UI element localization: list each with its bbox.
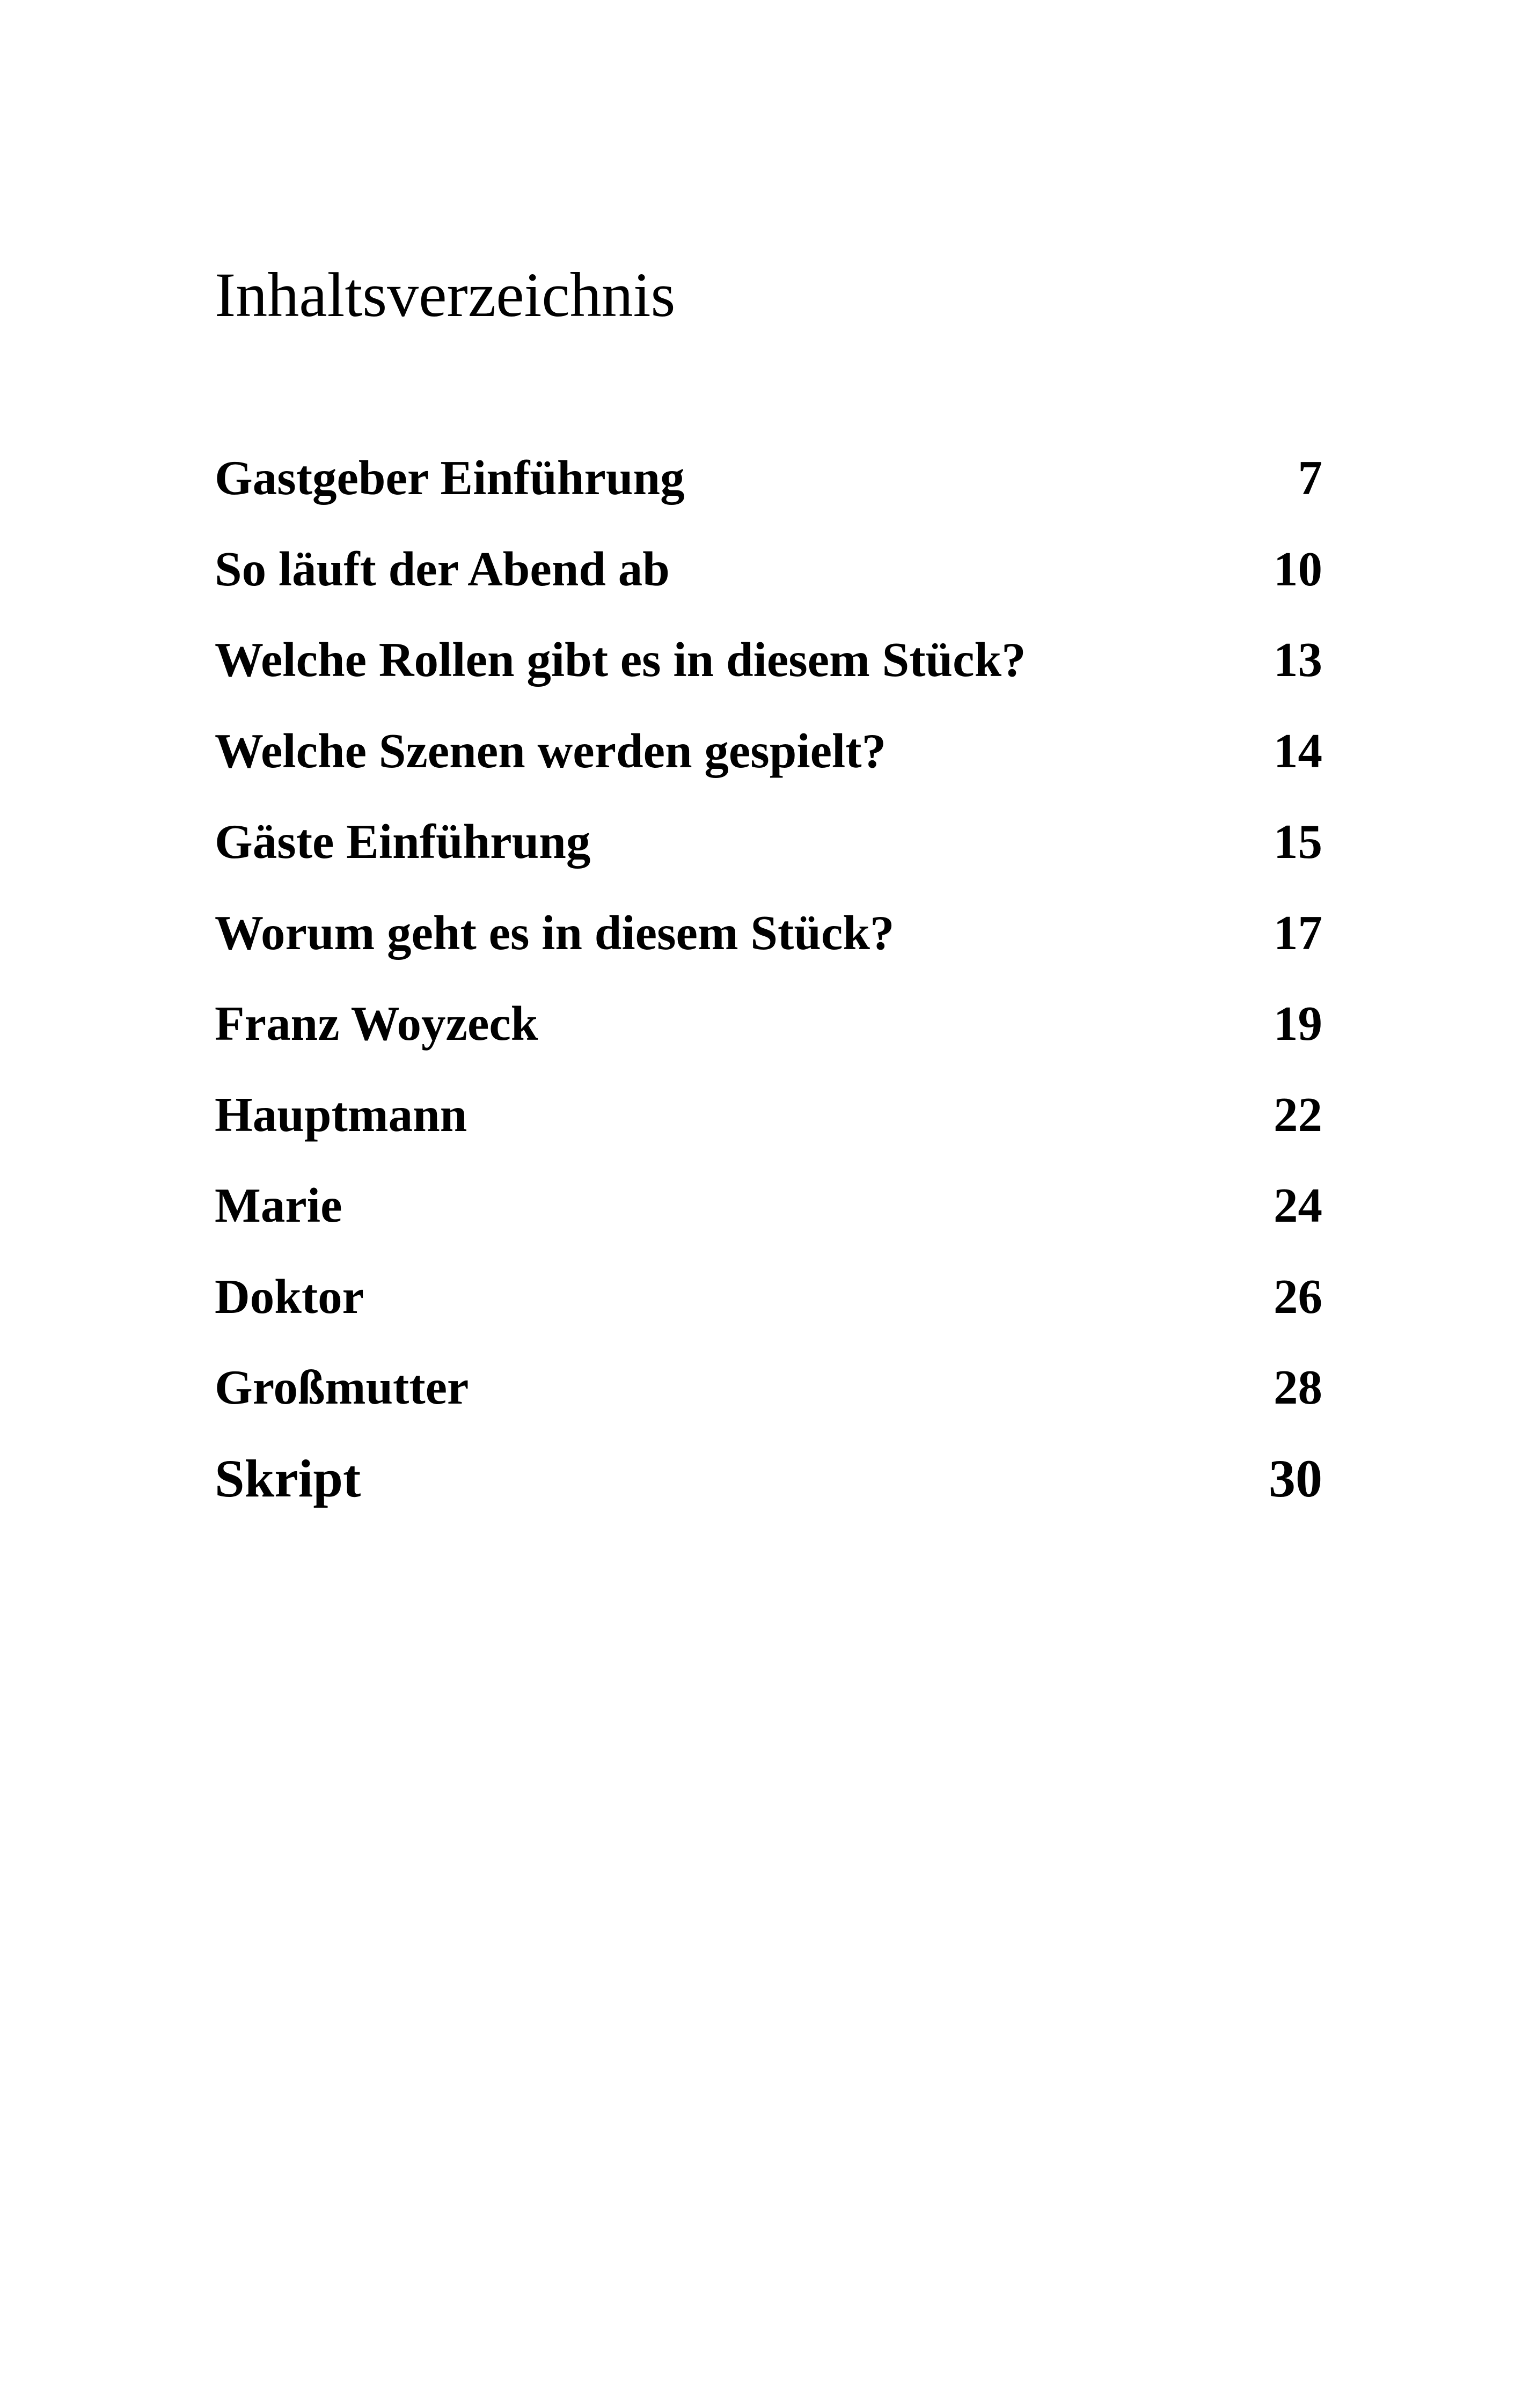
toc-entry-label: Gastgeber Einführung bbox=[215, 451, 685, 505]
toc-entry[interactable] bbox=[215, 706, 1322, 797]
toc-entry-page: 14 bbox=[1274, 723, 1322, 778]
toc-entry[interactable] bbox=[215, 614, 1322, 706]
toc-entry[interactable] bbox=[215, 1160, 1322, 1251]
toc-entry[interactable] bbox=[215, 1342, 1322, 1433]
toc-entry[interactable] bbox=[215, 978, 1322, 1069]
toc-entry[interactable] bbox=[215, 1251, 1322, 1342]
toc-entry-page: 10 bbox=[1274, 541, 1322, 596]
toc-entry-label: So läuft der Abend ab bbox=[215, 541, 670, 596]
toc-entry[interactable] bbox=[215, 887, 1322, 979]
table-of-contents bbox=[215, 432, 1322, 1524]
toc-entry-page: 26 bbox=[1274, 1269, 1322, 1324]
toc-entry-page: 30 bbox=[1269, 1448, 1322, 1508]
toc-entry-page: 19 bbox=[1274, 996, 1322, 1051]
toc-entry[interactable] bbox=[215, 796, 1322, 887]
toc-entry-page: 15 bbox=[1274, 814, 1322, 869]
toc-entry-page: 17 bbox=[1274, 905, 1322, 960]
toc-entry-label: Welche Szenen werden gespielt? bbox=[215, 723, 887, 778]
toc-entry-page: 24 bbox=[1274, 1178, 1322, 1232]
toc-entry[interactable] bbox=[215, 524, 1322, 615]
toc-entry-label: Skript bbox=[215, 1448, 361, 1508]
toc-entry-label: Franz Woyzeck bbox=[215, 996, 538, 1051]
toc-entry-label: Gäste Einführung bbox=[215, 814, 591, 869]
toc-entry-label: Hauptmann bbox=[215, 1087, 467, 1142]
toc-entry-label: Welche Rollen gibt es in diesem Stück? bbox=[215, 633, 1026, 687]
toc-entry-page: 7 bbox=[1298, 451, 1322, 505]
toc-entry-page: 13 bbox=[1274, 633, 1322, 687]
toc-entry[interactable] bbox=[215, 1069, 1322, 1161]
toc-entry-label: Marie bbox=[215, 1178, 342, 1232]
toc-entry-page: 22 bbox=[1274, 1087, 1322, 1142]
toc-entry[interactable] bbox=[215, 1433, 1322, 1524]
toc-entry-label: Doktor bbox=[215, 1269, 364, 1324]
toc-entry-page: 28 bbox=[1274, 1360, 1322, 1414]
toc-entry-label: Großmutter bbox=[215, 1360, 469, 1414]
toc-entry[interactable] bbox=[215, 432, 1322, 524]
page-title: Inhaltsverzeichnis bbox=[215, 260, 676, 330]
toc-entry-label: Worum geht es in diesem Stück? bbox=[215, 905, 895, 960]
